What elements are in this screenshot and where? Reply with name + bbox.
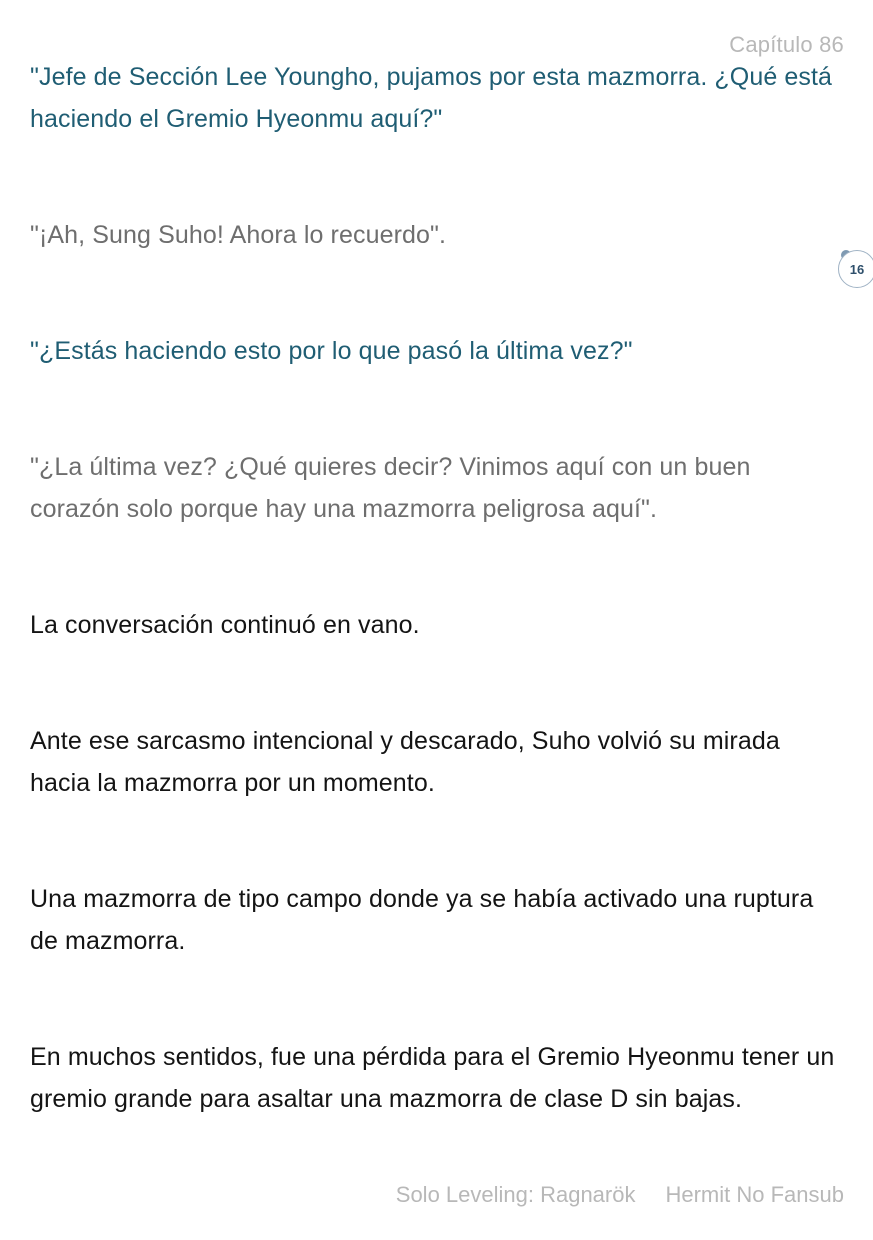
paragraph-3: "¿Estás haciendo esto por lo que pasó la última vez?" (30, 337, 633, 365)
book-title: Solo Leveling: Ragnarök (395, 1182, 636, 1207)
paragraph-2: "¡Ah, Sung Suho! Ahora lo recuerdo". (30, 221, 447, 249)
paragraph-8: En muchos sentidos, fue una pérdida para el Gremio Hyeonmu tener un gremio grande para asaltar una mazmorra de clase D sin bajas. (30, 1043, 835, 1113)
chapter-label: Capítulo 86 (729, 32, 844, 57)
paragraph-5: La conversación continuó en vano. (30, 611, 420, 639)
translator-credit: Hermit No Fansub (665, 1182, 844, 1207)
paragraph-4: "¿La última vez? ¿Qué quieres decir? Vinimos aquí con un buen corazón solo porque hay una mazmorra peligrosa aquí". (30, 453, 751, 523)
paragraph-7: Una mazmorra de tipo campo donde ya se había activado una ruptura de mazmorra. (30, 885, 814, 955)
reading-content (30, 56, 845, 1120)
paragraph-6: Ante ese sarcasmo intencional y descarado, Suho volvió su mirada hacia la mazmorra por un momento. (30, 727, 780, 797)
page-number-badge[interactable]: 16 (838, 250, 873, 288)
paragraph-1: "Jefe de Sección Lee Youngho, pujamos por esta mazmorra. ¿Qué está haciendo el Gremio Hyeonmu aquí?" (30, 63, 833, 133)
footer (396, 1182, 844, 1208)
